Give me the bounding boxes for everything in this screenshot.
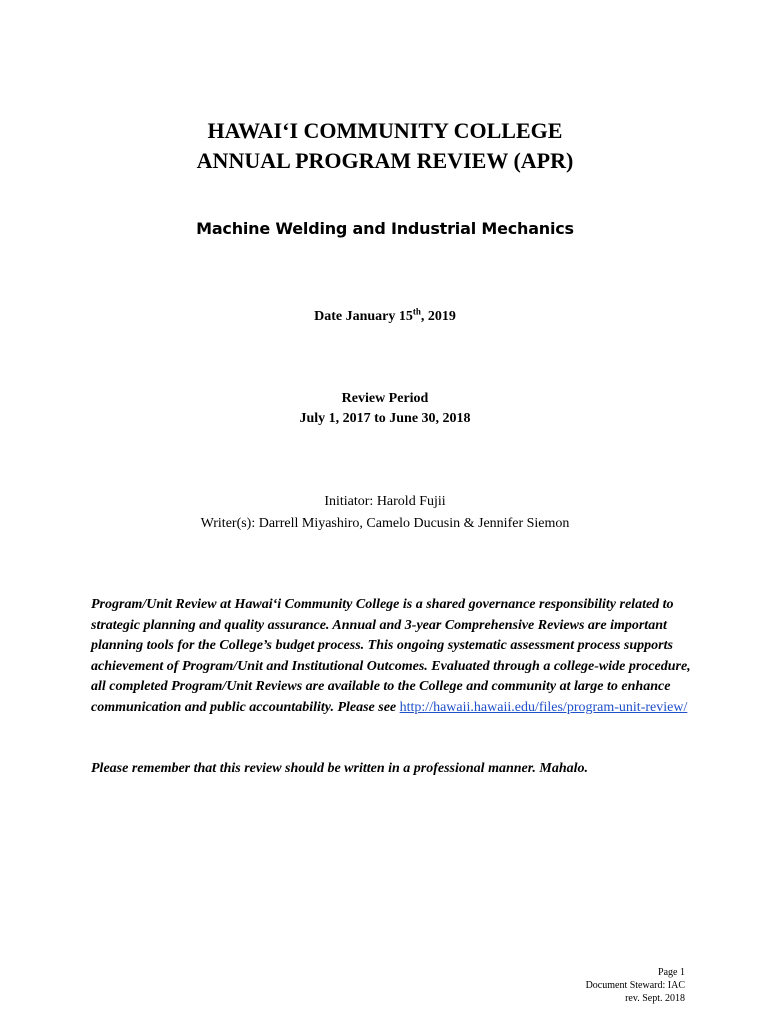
document-title: [0, 116, 770, 176]
review-period-range: July 1, 2017 to June 30, 2018: [299, 411, 471, 426]
intro-text: Program/Unit Review at Hawai‘i Community College is a shared governance responsibility related to strategic planning and quality assurance. Annual and 3-year Comprehensive Reviews are important planning tools for the College’s budget process. This ongoing systematic assessment process supports achievement of Program/Unit and Institutional Outcomes. Evaluated through a college-wide procedure, all completed Program/Unit Reviews are available to the College and community at large to enhance communication and public accountability. Please see: [91, 597, 691, 715]
title-line-1: HAWAI‘I COMMUNITY COLLEGE: [207, 118, 563, 143]
title-line-2: ANNUAL PROGRAM REVIEW (APR): [196, 148, 574, 173]
document-steward: Document Steward: IAC: [585, 980, 685, 991]
intro-paragraph: [91, 595, 691, 719]
revision-date: rev. Sept. 2018: [625, 993, 685, 1004]
date-ordinal: th: [412, 306, 421, 317]
date-prefix: Date January 15: [314, 309, 413, 324]
page-number: Page 1: [658, 967, 685, 978]
page-footer: [586, 966, 685, 1005]
date-suffix: , 2019: [420, 309, 456, 324]
review-period: [0, 389, 770, 429]
authors-block: [0, 491, 770, 535]
review-period-label: Review Period: [341, 391, 429, 406]
program-review-link[interactable]: http://hawaii.hawaii.edu/files/program-unit-review/: [399, 699, 688, 715]
writers: Writer(s): Darrell Miyashiro, Camelo Ducusin & Jennifer Siemon: [200, 516, 570, 531]
program-name: Machine Welding and Industrial Mechanics: [196, 219, 574, 238]
document-date: [0, 307, 770, 327]
initiator: Initiator: Harold Fujii: [324, 494, 446, 509]
reminder-paragraph: Please remember that this review should be written in a professional manner. Mahalo.: [91, 761, 589, 776]
